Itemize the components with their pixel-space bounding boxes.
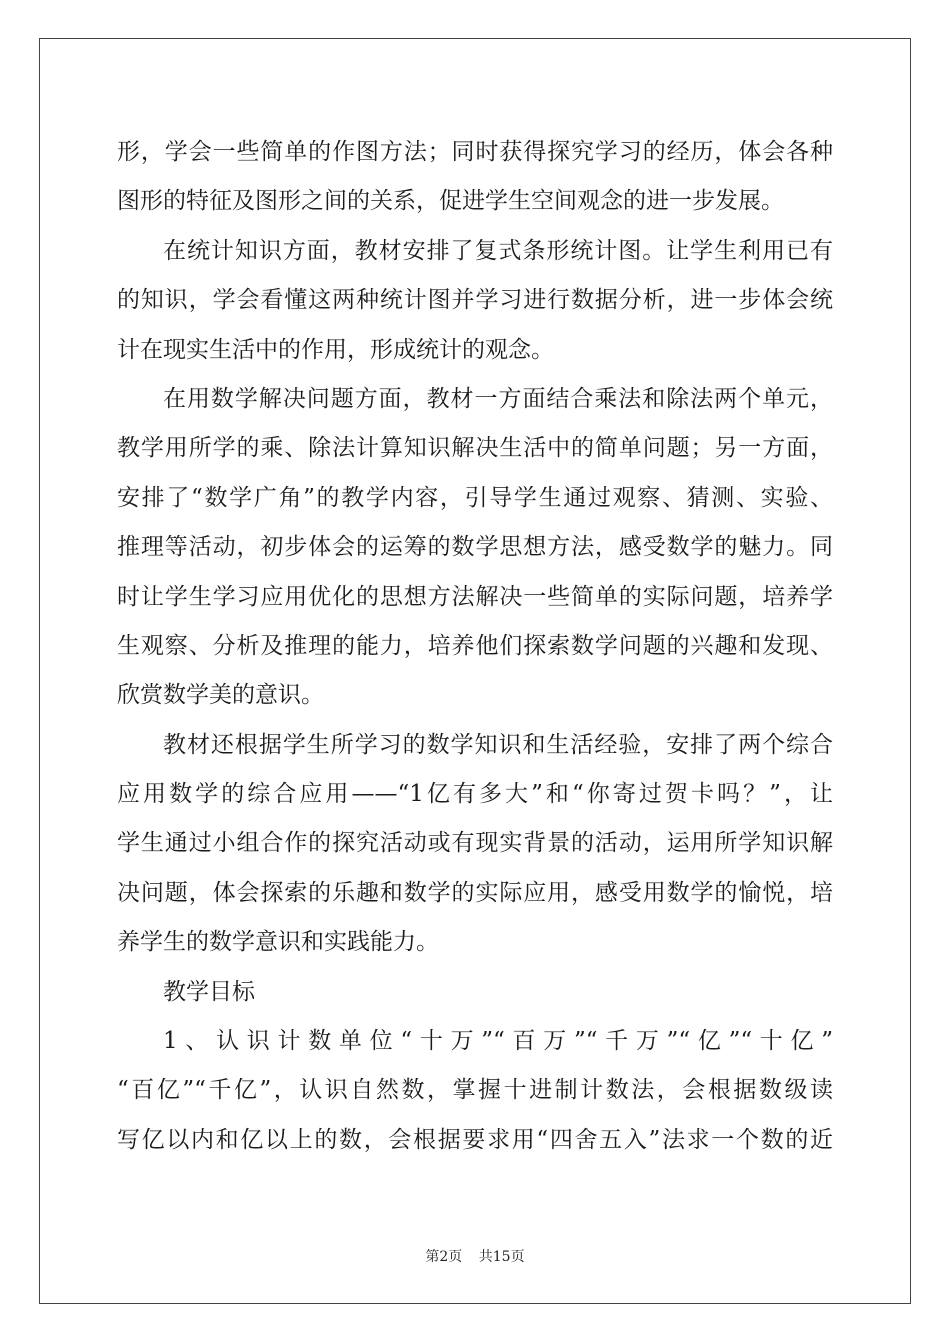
text-line: 欣赏数学美的意识。 — [117, 682, 324, 709]
text-line: 形，学会一些简单的作图方法；同时获得探究学习的经历，体会各种 — [117, 139, 833, 165]
total-page-count: 共15页 — [478, 1249, 525, 1265]
text-line: 生观察、分析及推理的能力，培养他们探索数学问题的兴趣和发现、 — [117, 632, 833, 659]
text-line: 在统计知识方面，教材安排了复式条形统计图。让学生利用已有 — [163, 237, 833, 264]
text-line: 推理等活动，初步体会的运筹的数学思想方法，感受数学的魅力。同 — [117, 534, 833, 561]
page-footer — [0, 1246, 950, 1266]
current-page-number: 第2页 — [425, 1249, 463, 1265]
text-line: 写亿以内和亿以上的数，会根据要求用“四舍五入”法求一个数的近 — [117, 1126, 833, 1153]
text-line: 教学用所学的乘、除法计算知识解决生活中的简单问题；另一方面， — [117, 435, 833, 462]
text-line: 教材还根据学生所学习的数学知识和生活经验，安排了两个综合 — [163, 731, 833, 758]
text-line: 养学生的数学意识和实践能力。 — [117, 929, 439, 956]
text-line: 的知识，学会看懂这两种统计图并学习进行数据分析，进一步体会统 — [117, 287, 833, 314]
text-line: 教学目标 — [163, 978, 255, 1005]
text-line: 图形的特征及图形之间的关系，促进学生空间观念的进一步发展。 — [117, 188, 784, 215]
text-line: 应用数学的综合应用——“1亿有多大”和“你寄过贺卡吗？”，让 — [117, 781, 833, 808]
document-body — [117, 128, 833, 1165]
text-line: 决问题，体会探索的乐趣和数学的实际应用，感受用数学的愉悦，培 — [117, 879, 833, 906]
text-line: “百亿”“千亿”，认识自然数，掌握十进制计数法，会根据数级读 — [117, 1077, 833, 1104]
text-line: 在用数学解决问题方面，教材一方面结合乘法和除法两个单元， — [163, 385, 833, 412]
text-line: 时让学生学习应用优化的思想方法解决一些简单的实际问题，培养学 — [117, 583, 833, 610]
text-line: 安排了“数学广角”的教学内容，引导学生通过观察、猜测、实验、 — [117, 484, 833, 511]
text-line: 学生通过小组合作的探究活动或有现实背景的活动，运用所学知识解 — [117, 830, 833, 857]
text-line: 计在现实生活中的作用，形成统计的观念。 — [117, 336, 554, 363]
text-line: 1、认识计数单位“十万”“百万”“千万”“亿”“十亿” — [163, 1028, 833, 1055]
